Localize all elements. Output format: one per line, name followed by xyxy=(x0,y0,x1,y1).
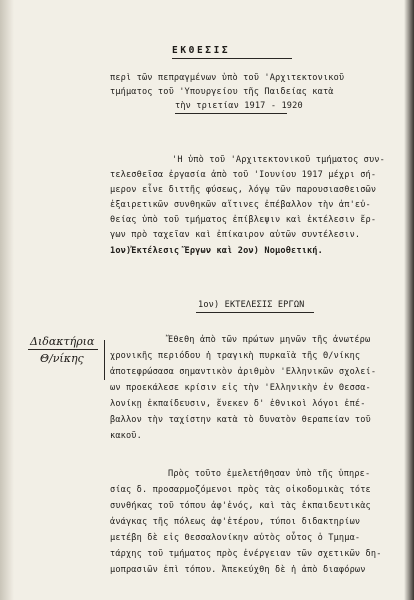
section-heading: 1ον) ΕΚΤΕΛΕΣΙΣ ΕΡΓΩΝ xyxy=(198,300,305,310)
subtitle-line: τὴν τριετίαν 1917 - 1920 xyxy=(175,101,303,111)
intro-line: τελεσθεῖσα ἐργασία ἀπὸ τοῦ 'Ιουνίου 1917 μέχρι σή- xyxy=(110,170,377,180)
margin-note-line: Θ/νίκης xyxy=(40,352,84,365)
subtitle-underline xyxy=(175,113,287,114)
paragraph-line: τάρχης τοῦ τμήματος πρὸς ἐνέργειαν τῶν σχετικῶν δη- xyxy=(110,549,382,559)
paragraph-line: μετέβη δὲ εἰς Θεσσαλονίκην αὐτὸς οὗτος ὁ Τμημα- xyxy=(110,533,361,543)
margin-note-underline xyxy=(28,349,98,350)
paragraph-line: συνθήκας τοῦ τόπου ἀφ'ἑνός, καὶ τὰς ἐκπαιδευτικὰς xyxy=(110,501,371,511)
subtitle-line: τμήματος τοῦ 'Υπουργείου τῆς Παιδείας κατὰ xyxy=(110,87,334,97)
subtitle-line: περὶ τῶν πεπραγμένων ὑπὸ τοῦ 'Αρχιτεκτονικοῦ xyxy=(110,73,345,83)
intro-line: 1ον)Ἐκτέλεσις Ἔργων καὶ 2ον) Νομοθετική. xyxy=(110,246,323,256)
section-line: βαλλον τὴν ταχίστην κατὰ τὸ δυνατὸν θεραπείαν τοῦ xyxy=(110,415,371,425)
paragraph-line: ἀνάγκας τῆς πόλεως ἀφ'ἑτέρου, τύποι διδακτηρίων xyxy=(110,517,361,527)
page-edge-shadow xyxy=(404,0,414,600)
section-line: λονίκῃ ἐκπαίδευσιν, ἕνεκεν δ' ἐθνικοὶ λόγοι ἐπέ- xyxy=(110,399,366,409)
intro-line: ἐξαιρετικῶν συνθηκῶν αἵτινες ἐπέβαλλον τὴν ἀπ'εὐ- xyxy=(110,200,371,210)
section-heading-underline xyxy=(196,312,314,313)
document-title: ΕΚΘΕΣΙΣ xyxy=(172,45,231,56)
section-line: κακοῦ. xyxy=(110,431,142,441)
paragraph-line: σίας δ. προσαρμοζόμενοι πρὸς τὰς οἰκοδομικὰς τότε xyxy=(110,485,371,495)
section-line: Ἔθεθη ἀπὸ τῶν πρώτων μηνῶν τῆς ἀνωτέρω xyxy=(168,335,371,345)
intro-line: θείας ὑπὸ τοῦ τμήματος ἐπίβλεψιν καὶ ἐκτέλεσιν ἔρ- xyxy=(110,215,377,225)
margin-note-line: Διδακτήρια xyxy=(30,335,95,348)
page-binding-shadow xyxy=(0,0,14,600)
section-line: ων προεκάλεσε κρίσιν εἰς τὴν 'Ελληνικὴν ἐν Θεσσα- xyxy=(110,383,371,393)
section-line: χρονικῆς περιόδου ἡ τραγικὴ πυρκαϊὰ τῆς Θ/νίκης xyxy=(110,351,361,361)
paragraph-line: μοπρασιῶν ἐπὶ τόπου. Ἀπεκεύχθη δὲ ἡ ἀπὸ διαφόρων xyxy=(110,565,366,575)
intro-line: μερον εἶνε διττῆς φύσεως, λόγῳ τῶν παρουσιασθεισῶν xyxy=(110,185,377,195)
intro-line: 'Η ὑπὸ τοῦ 'Αρχιτεκτονικοῦ τμήματος συν- xyxy=(172,155,385,165)
section-line: ἀποτεφρώσασα σημαντικὸν ἀριθμὸν 'Ελληνικῶν σχολεί- xyxy=(110,367,377,377)
title-underline xyxy=(172,58,292,59)
paragraph-line: Πρὸς τοῦτο ἐμελετήθησαν ὑπὸ τῆς ὑπηρε- xyxy=(168,469,371,479)
intro-line: γων πρὸ ταχεῖαν καὶ ἐπίκαιρον αὐτῶν συντέλεσιν. xyxy=(110,230,361,240)
margin-bracket xyxy=(104,340,105,380)
